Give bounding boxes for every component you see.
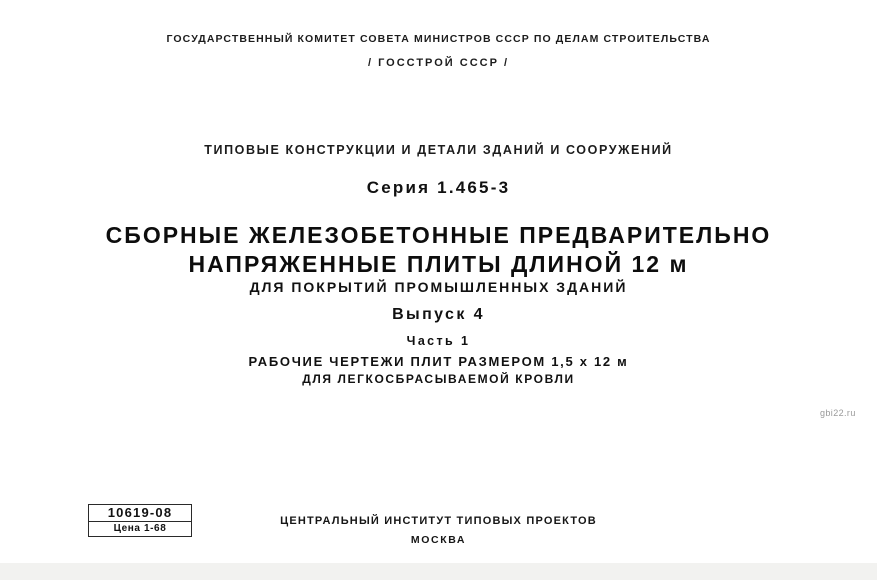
issue-number: Выпуск 4 [392,306,485,323]
drawings-description: РАБОЧИЕ ЧЕРТЕЖИ ПЛИТ РАЗМЕРОМ 1,5 х 12 м [248,354,629,369]
page-bottom-strip [0,563,877,580]
stamp-price: Цена 1-68 [113,523,167,535]
page-title-line-2: НАПРЯЖЕННЫЕ ПЛИТЫ ДЛИНОЙ 12 м [188,251,689,277]
page-title-line-1: СБОРНЫЕ ЖЕЛЕЗОБЕТОННЫЕ ПРЕДВАРИТЕЛЬНО [105,222,772,248]
institute-name: ЦЕНТРАЛЬНЫЙ ИНСТИТУТ ТИПОВЫХ ПРОЕКТОВ [280,515,597,527]
organization-name: ГОСУДАРСТВЕННЫЙ КОМИТЕТ СОВЕТА МИНИСТРОВ СССР ПО ДЕЛАМ СТРОИТЕЛЬСТВА [166,33,711,45]
document-subtitle: ТИПОВЫЕ КОНСТРУКЦИИ И ДЕТАЛИ ЗДАНИЙ И СООРУЖЕНИЙ [204,143,673,157]
series-number: Серия 1.465-3 [366,178,511,197]
part-number: Часть 1 [406,334,471,348]
roof-type-description: ДЛЯ ЛЕГКОСБРАСЫВАЕМОЙ КРОВЛИ [302,372,575,386]
watermark-label: gbi22.ru [820,408,856,418]
organization-short-name: / ГОССТРОЙ СССР / [367,57,510,69]
stamp-code: 10619-08 [107,505,173,520]
city-name: МОСКВА [410,534,467,546]
page-title-line-3: ДЛЯ ПОКРЫТИЙ ПРОМЫШЛЕННЫХ ЗДАНИЙ [249,279,628,295]
